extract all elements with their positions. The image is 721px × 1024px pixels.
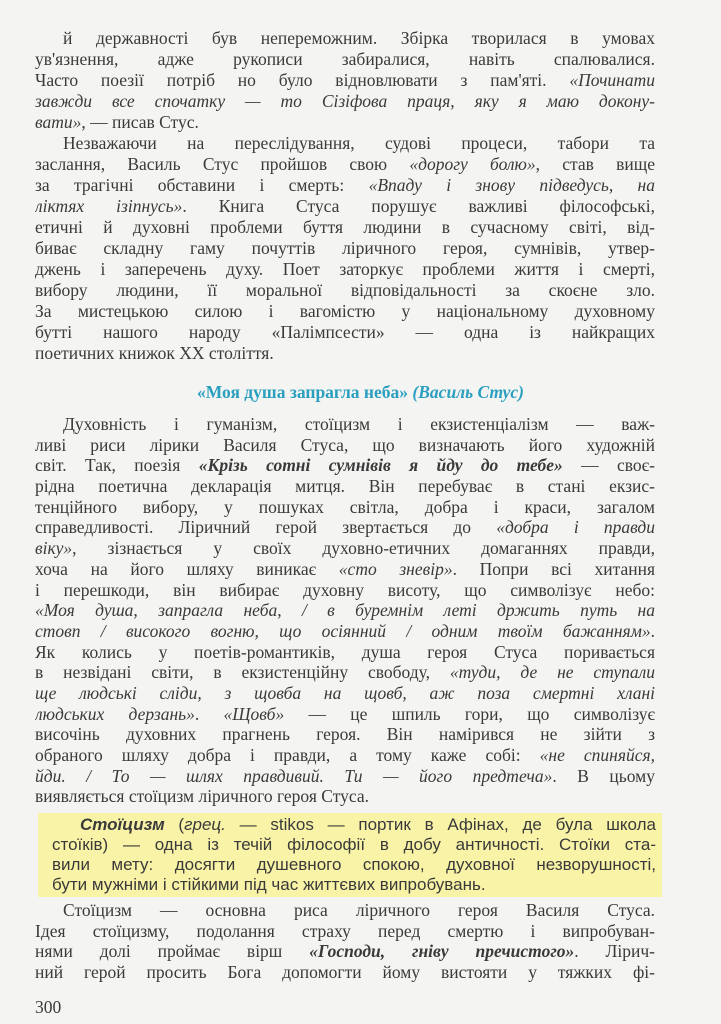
section-heading [0, 381, 721, 403]
paragraph-block-1 [35, 28, 655, 364]
text-line [35, 921, 655, 942]
text-segment: поетичних книжок XX століття. [35, 343, 274, 363]
heading-author: (Василь Стус) [412, 382, 524, 402]
heading-title: «Моя душа запрагла неба» [197, 382, 409, 402]
text-line [52, 835, 656, 855]
text-line [35, 28, 655, 49]
text-line [35, 70, 655, 91]
text-segment: людських дерзань» [35, 703, 195, 724]
text-line [35, 91, 655, 112]
text-segment: ще людські сліди, з щовба на щовб, аж поза смертні хлані [35, 682, 655, 703]
text-line [35, 435, 655, 456]
text-segment: й державності був непереможним. Збірка творилася в умовах [63, 28, 655, 48]
text-segment: «добра і правди [496, 517, 655, 538]
text-segment: завжди все спочатку — то Сізіфова праця, яку я маю докону- [35, 91, 655, 111]
text-line [35, 580, 655, 601]
text-segment: — своє- [562, 455, 655, 476]
text-segment: ліктях ізіпнусь» [35, 196, 183, 216]
text-segment: бути мужніми і стійкими під час життєвих випробувань. [52, 875, 486, 894]
text-line [35, 280, 655, 301]
text-line [35, 704, 655, 725]
text-segment: . Книга Стуса порушує важливі філософські, [182, 196, 655, 216]
text-segment: вибору людини, її моральної відповідальності за скоєне зло. [35, 280, 655, 300]
text-segment: бутті нашого народу «Палімпсести» — одна із найкращих [35, 322, 655, 342]
text-line [35, 133, 655, 154]
text-segment: ув'язнення, адже рукописи забиралися, навіть спалювалися. [35, 49, 655, 69]
text-segment: віку» [35, 538, 73, 559]
text-line [35, 112, 655, 133]
text-segment: Часто поезії потріб но було відновлювати з пам'яті. [35, 70, 570, 90]
text-line [35, 724, 655, 745]
text-segment: рідна поетична декларація митця. Він перебуває в стані екзис- [35, 476, 655, 497]
text-segment: нями долі проймає вірш [35, 941, 310, 962]
text-line [52, 875, 656, 895]
text-segment: «Крізь сотні сумнівів я йду до тебе» [198, 455, 563, 476]
text-line [35, 322, 655, 343]
text-segment: джень і заперечень духу. Поет заторкує проблеми життя і смерті, [35, 259, 655, 279]
text-segment: Незважаючи на переслідування, судові процеси, табори та [63, 133, 655, 153]
text-segment: «дорогу болю» [409, 154, 536, 174]
text-segment: Стоїцизм [80, 815, 165, 834]
text-line [35, 455, 655, 476]
text-segment: справедливості. Ліричний герой звертається до [35, 517, 497, 538]
paragraph-block-2 [35, 414, 655, 807]
text-segment: — це шпиль гори, що символізує [284, 703, 655, 724]
text-line [35, 683, 655, 704]
text-line [35, 196, 655, 217]
text-segment: тенційного вибору, у пошуках світла, добра і краси, загалом [35, 496, 655, 517]
text-line [35, 662, 655, 683]
text-segment: Ідея стоїцизму, подолання страху перед смертю і випробуван- [35, 920, 655, 941]
text-segment: ( [164, 815, 185, 834]
text-segment: обраного шляху добра і правди, а тому каже собі: [35, 745, 540, 765]
text-line [35, 238, 655, 259]
text-segment: за трагічні обставини і смерть: [35, 175, 369, 195]
text-segment: вили мету: досягти душевного спокою, духовної незворушності, [52, 855, 656, 874]
text-segment: — stikos — портик в Афінах, де була школа [225, 815, 656, 834]
text-segment: . [194, 703, 224, 724]
text-segment: «не спиняйся, [539, 745, 655, 765]
text-line [35, 414, 655, 435]
text-segment: биває складну гаму почуттів ліричного героя, сумнівів, утвер- [35, 238, 655, 258]
paragraph-block-4 [35, 900, 655, 983]
text-segment: і перешкоди, він вибирає духовну висоту, що символізує небо: [35, 579, 655, 600]
text-segment: хоча на його шляху виникає [35, 558, 339, 579]
text-segment: , — писав Стус. [81, 112, 199, 132]
text-line [35, 154, 655, 175]
text-line [35, 301, 655, 322]
text-line [35, 538, 655, 559]
text-line [35, 559, 655, 580]
text-segment: виявляється стоїцизм ліричного героя Стуса. [35, 786, 369, 807]
text-segment: стоїків) — одна із течій філософії в добу античності. Стоїки ста- [52, 835, 656, 854]
text-line [35, 786, 655, 807]
text-segment: етичні й духовні проблеми буття людини в сучасному світі, від- [35, 217, 655, 237]
text-segment: ний герой просить Бога допомогти йому вистояти у тяжких фі- [35, 962, 655, 983]
text-line [35, 745, 655, 766]
text-segment: За мистецькою силою і вагомістю у національному духовному [35, 301, 655, 321]
text-segment: височінь духовних прагнень героя. Він намірився не зійти з [35, 724, 655, 745]
text-line [52, 855, 656, 875]
text-segment: йди. / То — шлях правдивий. Ти — його предтеча» [35, 765, 553, 786]
text-segment: в незвідані світи, в екзистенційну свободу, [35, 662, 450, 683]
text-segment: «Починати [569, 70, 655, 90]
text-line [35, 642, 655, 663]
text-line [35, 217, 655, 238]
text-segment: ливі риси лірики Василя Стуса, що визначають його художній [35, 434, 655, 455]
text-line [52, 815, 656, 835]
text-line [35, 766, 655, 787]
text-line [35, 600, 655, 621]
text-segment: , став вище [535, 154, 655, 174]
text-segment: . Попри всі хитання [452, 558, 655, 579]
text-segment: . В цьому [552, 765, 655, 786]
text-segment: стовп / високого вогню, що осіянний / одним твоїм бажанням» [35, 620, 651, 641]
text-segment: «туди, де не ступали [449, 662, 655, 683]
text-segment: вати» [35, 112, 82, 132]
text-segment: , зізнається у своїх духовно-етичних домаганнях правди, [72, 538, 655, 559]
page-number: 300 [35, 997, 62, 1017]
text-segment: заслання, Василь Стус пройшов свою [35, 154, 410, 174]
text-line [35, 941, 655, 962]
text-line [35, 476, 655, 497]
text-line [35, 900, 655, 921]
definition-stoicism [52, 815, 656, 895]
text-segment: Духовність і гуманізм, стоїцизм і екзистенціалізм — важ- [63, 414, 655, 434]
text-line [35, 517, 655, 538]
text-segment: . [650, 620, 655, 641]
text-line [35, 497, 655, 518]
text-segment: «сто зневір» [338, 558, 453, 579]
text-line [35, 259, 655, 280]
text-segment: Як колись у поетів-романтиків, душа героя Стуса поривається [35, 641, 655, 662]
text-line [35, 175, 655, 196]
text-segment: «Моя душа, запрагла неба, / в буремнім леті држить путь на [35, 600, 655, 621]
text-line [35, 621, 655, 642]
text-line [35, 343, 655, 364]
text-line [35, 49, 655, 70]
text-segment: Стоїцизм — основна риса ліричного героя Василя Стуса. [63, 900, 655, 920]
text-segment: світ. Так, поезія [35, 455, 199, 476]
text-segment: «Впаду і знову підведусь, на [368, 175, 655, 195]
text-segment: . Лірич- [574, 941, 655, 962]
text-segment: «Господи, гніву пречистого» [309, 941, 575, 962]
text-segment: «Щовб» [223, 703, 285, 724]
text-segment: грец. [184, 815, 226, 834]
text-line [35, 962, 655, 983]
